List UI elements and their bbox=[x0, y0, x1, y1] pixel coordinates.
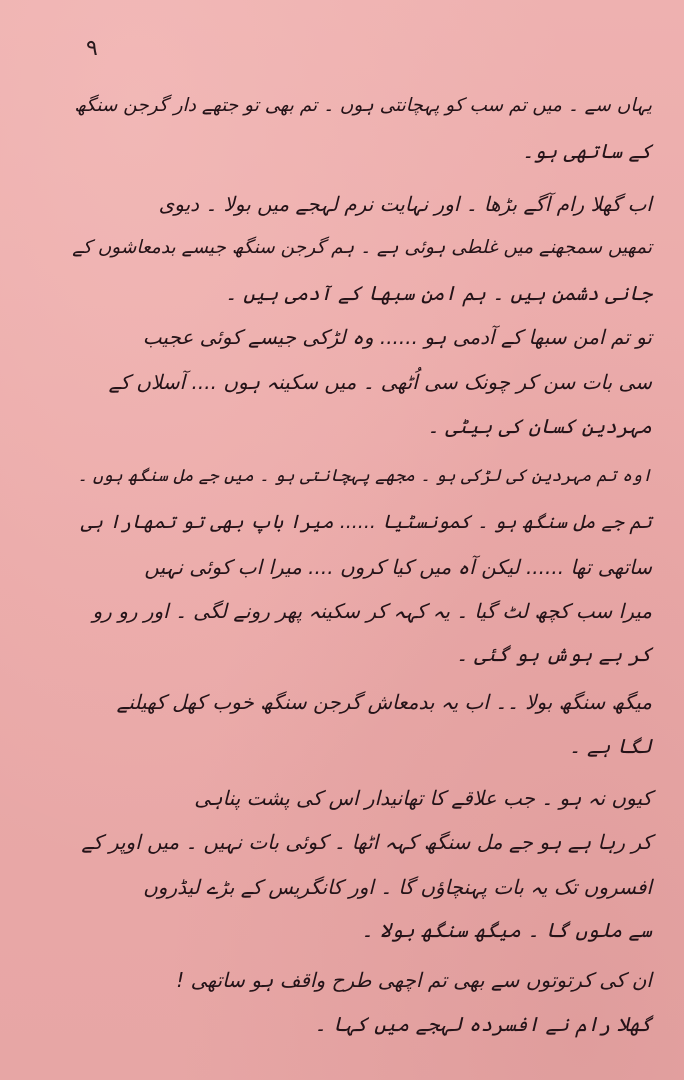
text-line: تم جے مل سنگھ ہو ۔ کمونسٹیا ...... میرا باپ بھی تو تمھارا ہی bbox=[80, 511, 652, 533]
text-line: لگا ہے ۔ bbox=[568, 734, 652, 758]
text-line: سے ملوں گا ۔ میگھ سنگھ بولا ۔ bbox=[361, 918, 652, 942]
text-line: میگھ سنگھ بولا ۔۔ اب یہ بدمعاش گرجن سنگھ خوب کھل کھیلنے bbox=[116, 690, 652, 714]
text-line: ان کی کرتوتوں سے بھی تم اچھی طرح واقف ہو ساتھی ! bbox=[176, 968, 652, 992]
text-line: کر بے ہوش ہو گئی ۔ bbox=[456, 642, 652, 666]
text-line: اب گھلا رام آگے بڑھا ۔ اور نہایت نرم لہجے میں بولا ۔ دیوی bbox=[158, 192, 652, 216]
text-line: جانی دشمن ہیں ۔ ہم امن سبھا کے آدمی ہیں ۔ bbox=[225, 281, 652, 305]
text-line: ساتھی تھا ...... لیکن آہ میں کیا کروں .... میرا اب کوئی نہیں bbox=[144, 555, 652, 579]
text-line: اوہ تم مہردین کی لڑکی ہو ۔ مجھے پہچانتی ہو ۔ میں جے مل سنگھ ہوں ۔ bbox=[77, 466, 652, 486]
text-line: کیوں نہ ہو ۔ جب علاقے کا تھانیدار اس کی پشت پناہی bbox=[194, 786, 652, 810]
text-line: میرا سب کچھ لٹ گیا ۔ یہ کہہ کر سکینہ پھر رونے لگی ۔ اور رو رو bbox=[92, 599, 652, 623]
text-line: یہاں سے ۔ میں تم سب کو پہچانتی ہوں ۔ تم بھی تو جتھے دار گرجن سنگھ bbox=[74, 95, 652, 116]
text-line: مہردین کسان کی بیٹی ۔ bbox=[427, 414, 652, 438]
page-number: ۹ bbox=[86, 36, 98, 61]
text-line: سی بات سن کر چونک سی اُٹھی ۔ میں سکینہ ہوں .... آسلاں کے bbox=[108, 370, 652, 394]
text-line: کے ساتھی ہو۔ bbox=[522, 139, 652, 163]
text-line: گھلا رام نے افسردہ لہجے میں کہا ۔ bbox=[314, 1012, 652, 1036]
text-line: افسروں تک یہ بات پہنچاؤں گا ۔ اور کانگریس کے بڑے لیڈروں bbox=[143, 875, 652, 899]
text-line: تو تم امن سبھا کے آدمی ہو ...... وہ لڑکی جیسے کوئی عجیب bbox=[142, 325, 652, 349]
text-line: تمھیں سمجھنے میں غلطی ہوئی ہے ۔ ہم گرجن سنگھ جیسے بدمعاشوں کے bbox=[72, 237, 652, 258]
text-line: کر رہا ہے ہو جے مل سنگھ کہہ اٹھا ۔ کوئی بات نہیں ۔ میں اوپر کے bbox=[81, 830, 652, 854]
